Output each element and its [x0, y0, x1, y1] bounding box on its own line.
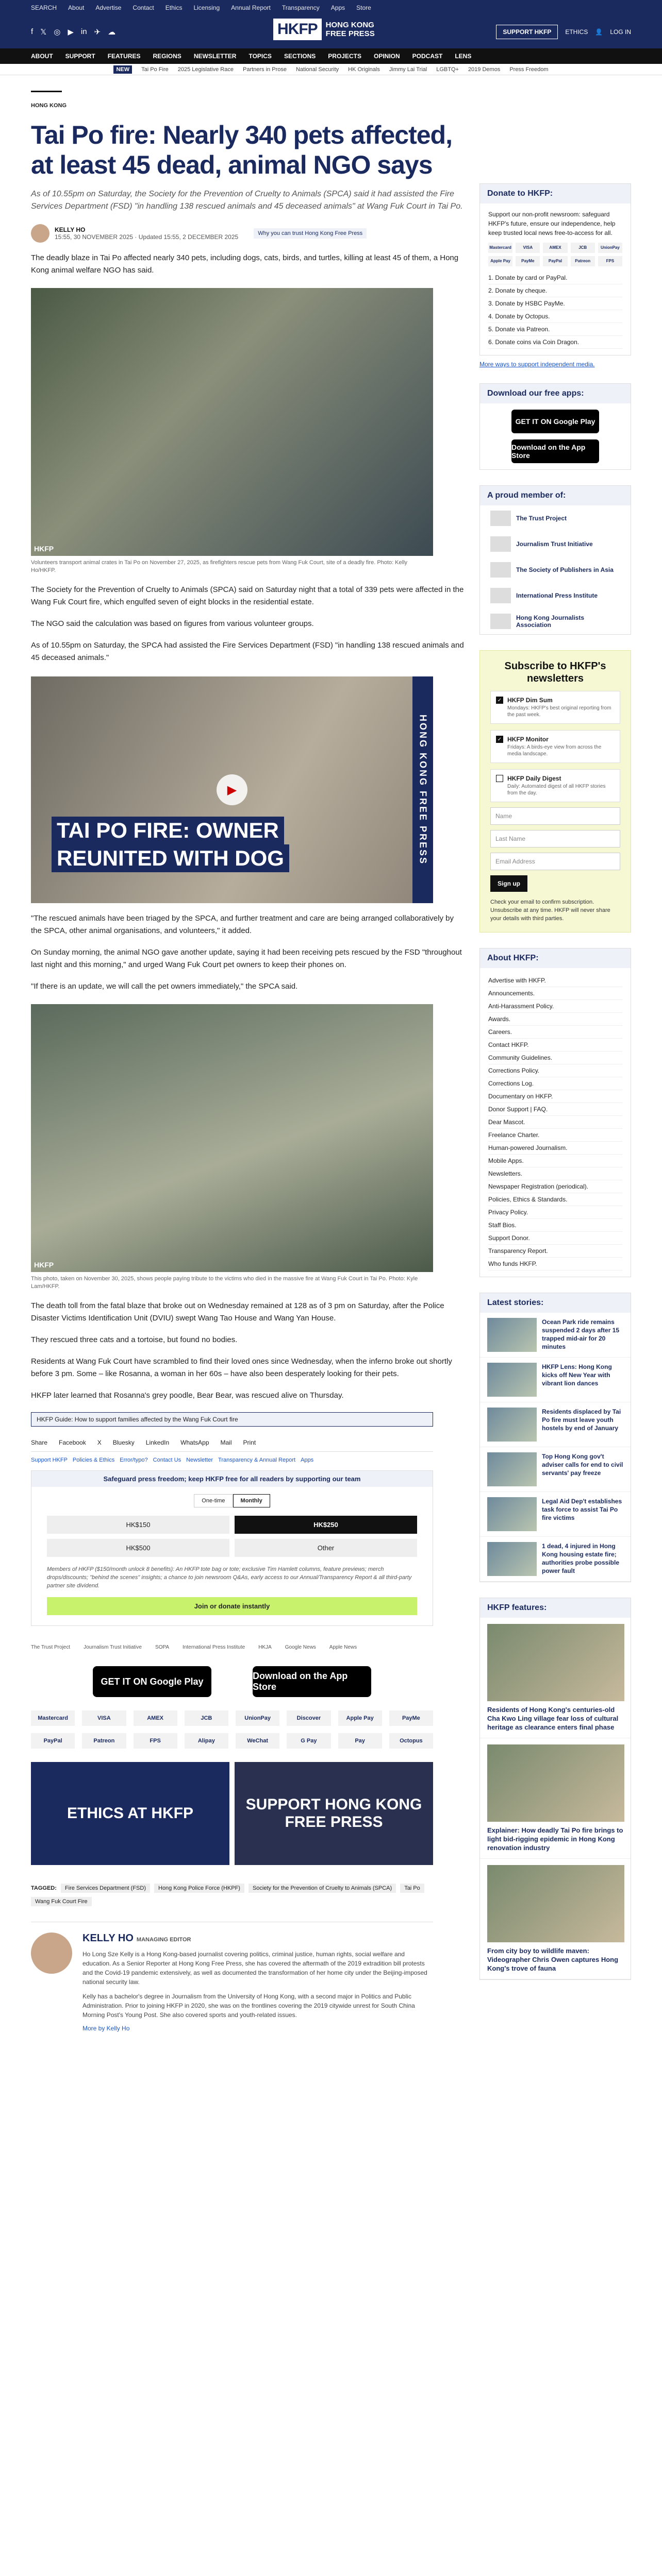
trending-link[interactable]: HK Originals: [348, 66, 380, 73]
footer-partner-logos: [31, 1641, 433, 1653]
tag[interactable]: Society for the Prevention of Cruelty to Animals (SPCA): [249, 1884, 396, 1893]
org-logo-icon: [490, 511, 511, 526]
newsletter-desc: Mondays: HKFP's best original reporting from the past week.: [507, 705, 611, 718]
nav-item[interactable]: OPINION: [373, 53, 400, 60]
org-logo-icon: [490, 614, 511, 629]
about-link[interactable]: Newspaper Registration (periodical).: [488, 1180, 622, 1193]
article-title: Tai Po fire: Nearly 340 pets affected, at least 45 dead, animal NGO says: [31, 121, 452, 179]
article-dates: 15:55, 30 NOVEMBER 2025 · Updated 15:55, 2 DECEMBER 2025: [55, 233, 239, 241]
app-store-button[interactable]: Download on the App Store: [253, 1666, 371, 1697]
partner-logo[interactable]: SOPA: [155, 1644, 170, 1650]
nav-item[interactable]: SECTIONS: [284, 53, 316, 60]
logo-mark: HKFP: [273, 19, 322, 40]
payment-logo: AMEX: [543, 243, 567, 253]
share-bluesky[interactable]: Bluesky: [112, 1439, 135, 1446]
paragraph: On Sunday morning, the animal NGO gave another update, saying it had been receiving pets rescued by the FSD "throughout last night and this morning," and urged Wang Fuk Court pet owners to keep their phones on.: [31, 948, 462, 969]
new-badge: NEW: [113, 65, 132, 74]
newsletter-note: Check your email to confirm subscription. Unsubscribe at any time. HKFP will never share your details with third parties.: [490, 899, 610, 922]
partner-logo[interactable]: International Press Institute: [183, 1644, 245, 1650]
feature-title[interactable]: Residents of Hong Kong's centuries-old Cha Kwo Ling village fear loss of cultural heritage as clearance enters final phase: [487, 1706, 619, 1731]
photo-caption: Volunteers transport animal crates in Tai Po on November 27, 2025, as firefighters rescue pets from Wang Fuk Court, site of a deadly fire. Photo: Kelly Ho/HKFP.: [31, 560, 408, 573]
payment-logo: JCB: [185, 1710, 228, 1726]
feature-image[interactable]: [487, 1744, 624, 1822]
org-logo-icon: [490, 562, 511, 578]
article-tags: [31, 1884, 433, 1906]
promo-row: [31, 1762, 433, 1865]
newsletter-name: HKFP Dim Sum: [507, 697, 553, 704]
membership-panel: [479, 485, 631, 635]
topbar-link[interactable]: SEARCH: [31, 4, 57, 11]
story-thumbnail[interactable]: [487, 1497, 537, 1531]
payment-logo: FPS: [598, 256, 622, 266]
paragraph: "The rescued animals have been triaged by the SPCA, and further treatment and care are being arranged collaboratively by the SPCA, other animal organisations, and volunteers," it added.: [31, 914, 454, 935]
member-org[interactable]: [480, 531, 631, 557]
video-title-line: REUNITED WITH DOG: [52, 844, 289, 872]
share-x[interactable]: X: [97, 1439, 102, 1446]
logo-line-1: HONG KONG: [325, 21, 374, 29]
author-box: [31, 1922, 433, 2032]
social-icons: [31, 27, 115, 37]
topbar-link[interactable]: Annual Report: [231, 4, 271, 11]
author-photo: [31, 1933, 72, 1974]
support-link[interactable]: Policies & Ethics: [72, 1457, 115, 1463]
topbar-link[interactable]: Transparency: [282, 4, 320, 11]
newsletter-option[interactable]: [490, 691, 620, 724]
masthead: [0, 15, 662, 48]
payment-logo: Apple Pay: [488, 256, 512, 266]
one-time-option[interactable]: One-time: [194, 1494, 233, 1507]
payment-logo: FPS: [134, 1733, 177, 1749]
payment-logo: PayPal: [31, 1733, 75, 1749]
paragraph: Residents at Wang Fuk Court have scrambled to find their loved ones since Wednesday, when the inferno broke out shortly before 3 pm. Some – like Rosanna, a woman in her 60s – have also been desperately looking for their pets.: [31, 1357, 452, 1378]
more-ways-link[interactable]: More ways to support independent media.: [479, 361, 595, 368]
article-photo: [31, 1004, 433, 1291]
donate-option[interactable]: 4. Donate by Octopus.: [488, 310, 622, 323]
email-field[interactable]: Email Address: [490, 853, 620, 870]
embedded-video[interactable]: [31, 676, 433, 903]
share-whatsapp[interactable]: WhatsApp: [180, 1439, 209, 1446]
newsletter-option[interactable]: [490, 730, 620, 763]
author-role: MANAGING EDITOR: [136, 1937, 191, 1943]
about-link[interactable]: Anti-Harassment Policy.: [488, 1000, 622, 1013]
payment-methods: [31, 1710, 433, 1749]
trending-link[interactable]: 2019 Demos: [468, 66, 501, 73]
last-name-field[interactable]: Last Name: [490, 830, 620, 848]
nav-item[interactable]: TOPICS: [249, 53, 272, 60]
google-play-button[interactable]: GET IT ON Google Play: [93, 1666, 211, 1697]
article-photo: [31, 288, 433, 574]
feature-item[interactable]: [480, 1738, 631, 1859]
support-link[interactable]: Support HKFP: [31, 1457, 68, 1463]
tag[interactable]: Fire Services Department (FSD): [61, 1884, 150, 1893]
story-thumbnail[interactable]: [487, 1452, 537, 1486]
payment-logo: WeChat: [236, 1733, 279, 1749]
org-logo-icon: [490, 588, 511, 603]
donate-panel: [479, 183, 631, 355]
google-play-button[interactable]: GET IT ON Google Play: [511, 410, 599, 433]
nav-item[interactable]: REGIONS: [153, 53, 181, 60]
payment-logo: UnionPay: [598, 243, 622, 253]
category-rule: [31, 91, 62, 92]
about-link[interactable]: Human-powered Journalism.: [488, 1142, 622, 1155]
user-icon[interactable]: 👤: [595, 28, 603, 36]
story-title[interactable]: Top Hong Kong gov't adviser calls for end to civil servants' pay freeze: [542, 1453, 623, 1477]
nav-item[interactable]: SUPPORT: [65, 53, 95, 60]
story-title[interactable]: 1 dead, 4 injured in Hong Kong housing estate fire; authorities probe possible power fault: [542, 1543, 620, 1574]
play-icon[interactable]: ▶: [217, 774, 247, 805]
about-link[interactable]: Community Guidelines.: [488, 1052, 622, 1064]
photo-watermark: HKFP: [34, 1261, 54, 1269]
story-title[interactable]: Legal Aid Dep't establishes task force to assist Tai Po fire victims: [542, 1498, 622, 1521]
linkedin-icon[interactable]: in: [80, 27, 87, 36]
about-link[interactable]: Corrections Log.: [488, 1077, 622, 1090]
payment-logo: AMEX: [134, 1710, 177, 1726]
donate-option[interactable]: 6. Donate coins via Coin Dragon.: [488, 336, 622, 349]
topbar-link[interactable]: Store: [356, 4, 371, 11]
donate-frequency-toggle: [31, 1494, 433, 1507]
facebook-icon[interactable]: f: [31, 27, 34, 36]
sidebar: [479, 75, 631, 1980]
paragraph: HKFP later learned that Rosanna's grey poodle, Bear Bear, was rescued alive on Thursday.: [31, 1391, 344, 1400]
amount-option[interactable]: Other: [235, 1539, 417, 1557]
story-title[interactable]: Ocean Park ride remains suspended 2 days after 15 trapped mid-air for 20 minutes: [542, 1318, 620, 1350]
member-name: International Press Institute: [516, 592, 598, 599]
about-link[interactable]: Policies, Ethics & Standards.: [488, 1193, 622, 1206]
author-box-name[interactable]: KELLY HO: [82, 1933, 134, 1944]
instagram-icon[interactable]: ◎: [54, 28, 61, 37]
author-avatar: [31, 224, 49, 243]
share-print[interactable]: Print: [243, 1439, 256, 1446]
app-download-row: [31, 1666, 433, 1697]
payment-logo: Patreon: [82, 1733, 126, 1749]
payment-logo: Discover: [287, 1710, 330, 1726]
trending-link[interactable]: Press Freedom: [509, 66, 549, 73]
trending-bar: [0, 64, 662, 75]
about-link[interactable]: Documentary on HKFP.: [488, 1090, 622, 1103]
ethics-promo[interactable]: ETHICS AT HKFP: [31, 1762, 229, 1865]
masthead-actions: [496, 25, 631, 39]
byline: [31, 224, 464, 243]
latest-stories-title: Latest stories:: [480, 1293, 631, 1313]
monthly-option[interactable]: Monthly: [233, 1494, 270, 1507]
support-link[interactable]: Error/typo?: [120, 1457, 148, 1463]
support-links: [31, 1457, 433, 1463]
paragraph: The NGO said the calculation was based on figures from various volunteer groups.: [31, 619, 314, 628]
donate-cta-button[interactable]: Join or donate instantly: [47, 1597, 417, 1615]
story-item[interactable]: [480, 1313, 631, 1358]
member-org[interactable]: [480, 608, 631, 634]
story-thumbnail[interactable]: [487, 1318, 537, 1352]
about-link[interactable]: Contact HKFP.: [488, 1039, 622, 1052]
photo-tribute: [31, 1004, 433, 1272]
topbar-link[interactable]: About: [68, 4, 85, 11]
payment-logo: Mastercard: [488, 243, 512, 253]
feature-image[interactable]: [487, 1865, 624, 1942]
member-name: The Society of Publishers in Asia: [516, 566, 614, 573]
site-logo[interactable]: [273, 19, 375, 40]
about-link[interactable]: Announcements.: [488, 987, 622, 1000]
about-link[interactable]: Mobile Apps.: [488, 1155, 622, 1167]
support-promo[interactable]: SUPPORT HONG KONG FREE PRESS: [235, 1762, 433, 1865]
hkfp-guide-link[interactable]: HKFP Guide: How to support families affected by the Wang Fuk Court fire: [31, 1412, 433, 1427]
more-by-author-link[interactable]: More by Kelly Ho: [82, 2025, 130, 2032]
member-org[interactable]: [480, 557, 631, 583]
bluesky-icon[interactable]: ☁: [108, 28, 116, 37]
donate-option[interactable]: 1. Donate by card or PayPal.: [488, 272, 622, 284]
about-panel: [479, 948, 631, 1277]
partner-logo[interactable]: Apple News: [329, 1644, 357, 1650]
apps-panel-title: Download our free apps:: [480, 384, 631, 403]
paragraph: "If there is an update, we will call the pet owners immediately," the SPCA said.: [31, 982, 298, 991]
donate-panel-text: Support our non-profit newsroom: safeguard HKFP's future, ensure our independence, help keep trusted local news free-to-access for all.: [488, 211, 616, 236]
feature-item[interactable]: [480, 1618, 631, 1738]
topbar-link[interactable]: Apps: [330, 4, 345, 11]
payment-logo: JCB: [571, 243, 595, 253]
checkbox-checked-icon[interactable]: ✓: [496, 697, 503, 704]
nav-item[interactable]: LENS: [455, 53, 472, 60]
about-link[interactable]: Staff Bios.: [488, 1219, 622, 1232]
member-org[interactable]: [480, 505, 631, 531]
about-link[interactable]: Who funds HKFP.: [488, 1258, 622, 1270]
logo-line-2: FREE PRESS: [325, 29, 375, 38]
amount-option[interactable]: HK$250: [235, 1516, 417, 1534]
telegram-icon[interactable]: ✈: [94, 28, 101, 37]
article-column: [31, 75, 464, 2032]
video-title-line: TAI PO FIRE: OWNER: [52, 817, 284, 844]
tag[interactable]: Wang Fuk Court Fire: [31, 1897, 92, 1906]
payment-logo: PayMe: [389, 1710, 433, 1726]
story-thumbnail[interactable]: [487, 1542, 537, 1576]
partner-logo[interactable]: HKJA: [258, 1644, 272, 1650]
photo-volunteers: [31, 288, 433, 556]
membership-panel-title: A proud member of:: [480, 486, 631, 505]
video-side-banner: HONG KONG FREE PRESS: [412, 676, 433, 903]
story-item[interactable]: [480, 1402, 631, 1447]
author-box-title: [82, 1933, 433, 1944]
app-store-button[interactable]: Download on the App Store: [511, 439, 599, 463]
payment-logo: Octopus: [389, 1733, 433, 1749]
tag[interactable]: Hong Kong Police Force (HKPF): [154, 1884, 244, 1893]
category-label[interactable]: HONG KONG: [31, 103, 67, 109]
share-linkedin[interactable]: LinkedIn: [145, 1439, 170, 1446]
donate-options: [488, 272, 622, 349]
tags-label: TAGGED:: [31, 1885, 57, 1891]
trending-link[interactable]: LGBTQ+: [436, 66, 459, 73]
trending-link[interactable]: 2025 Legislative Race: [177, 66, 234, 73]
nav-item[interactable]: PROJECTS: [328, 53, 361, 60]
newsletter-signup: [479, 650, 631, 933]
paragraph: The Society for the Prevention of Cruelty to Animals (SPCA) said on Saturday night that a total of 339 pets were affected in the Wang Fuk Court fire, which engulfed seven of eight blocks in the residential estate.: [31, 585, 464, 606]
nav-item[interactable]: NEWSLETTER: [193, 53, 237, 60]
partner-logo[interactable]: Google News: [285, 1644, 316, 1650]
about-link[interactable]: Support Donor.: [488, 1232, 622, 1245]
support-hkfp-button[interactable]: SUPPORT HKFP: [496, 25, 558, 39]
payment-logo: Apple Pay: [338, 1710, 382, 1726]
payment-logo: UnionPay: [236, 1710, 279, 1726]
member-name: Hong Kong Journalists Association: [516, 614, 584, 629]
newsletter-desc: Fridays: A birds-eye view from across the media landscape.: [507, 744, 602, 757]
payment-logo: Pay: [338, 1733, 382, 1749]
payment-logo: G Pay: [287, 1733, 330, 1749]
features-title: HKFP features:: [480, 1598, 631, 1618]
paragraph: The death toll from the fatal blaze that broke out on Wednesday remained at 128 as of 3 pm on Saturday, after the Police Disaster Victims Identification Unit (DVIU) swept Wang Tao House and Wang Yan House.: [31, 1301, 444, 1323]
share-bar: [31, 1439, 433, 1452]
latest-stories-panel: [479, 1293, 631, 1582]
membership-note: Members of HKFP ($150/month unlock 8 benefits): An HKFP tote bag or tote; exclusive Tim Hamlett columns, feature previews; merch drops/discounts; "behind the scenes" insights; a chance to join newsroom Q&As, early access to our Annual/Transparency Report & all third-party partner site dividend.: [47, 1566, 412, 1589]
story-item[interactable]: [480, 1492, 631, 1537]
topbar-link[interactable]: Advertise: [95, 4, 122, 11]
feature-image[interactable]: [487, 1624, 624, 1701]
tag[interactable]: Tai Po: [400, 1884, 424, 1893]
payment-logo: Patreon: [571, 256, 595, 266]
signup-button[interactable]: Sign up: [490, 875, 527, 892]
youtube-icon[interactable]: ▶: [68, 28, 74, 37]
author-name[interactable]: KELLY HO: [55, 226, 86, 233]
donate-amounts: [31, 1507, 433, 1565]
support-link[interactable]: Transparency & Annual Report: [218, 1457, 296, 1463]
topbar-link[interactable]: Ethics: [165, 4, 183, 11]
story-item[interactable]: [480, 1447, 631, 1492]
member-org[interactable]: [480, 583, 631, 608]
member-name: The Trust Project: [516, 515, 567, 522]
donate-option[interactable]: 2. Donate by cheque.: [488, 284, 622, 297]
payment-logo: VISA: [82, 1710, 126, 1726]
story-thumbnail[interactable]: [487, 1363, 537, 1397]
photo-watermark: HKFP: [34, 545, 54, 553]
checkbox-checked-icon[interactable]: ✓: [496, 736, 503, 743]
support-link[interactable]: Newsletter: [186, 1457, 213, 1463]
about-link[interactable]: Awards.: [488, 1013, 622, 1026]
story-thumbnail[interactable]: [487, 1408, 537, 1442]
donate-heading: Safeguard press freedom; keep HKFP free for all readers by supporting our team: [31, 1471, 433, 1487]
author-bio: Kelly has a bachelor's degree in Journalism from the University of Hong Kong, with a second major in Politics and Public Administration. Prior to joining HKFP in 2020, she was on the frontlines covering the 2019 citywide unrest for South China Morning Post's Young Post. She also covered sports and youth-related issues.: [82, 1993, 415, 2019]
support-link[interactable]: Contact Us: [153, 1457, 181, 1463]
about-links: [488, 974, 622, 1270]
topbar-link[interactable]: Contact: [133, 4, 154, 11]
donate-widget: [31, 1470, 433, 1626]
partner-logo[interactable]: The Trust Project: [31, 1644, 71, 1650]
about-link[interactable]: Transparency Report.: [488, 1245, 622, 1258]
amount-option[interactable]: HK$150: [47, 1516, 229, 1534]
trending-link[interactable]: Tai Po Fire: [141, 66, 169, 73]
partner-logo[interactable]: Journalism Trust Initiative: [84, 1644, 142, 1650]
about-link[interactable]: Advertise with HKFP.: [488, 974, 622, 987]
login-link[interactable]: LOG IN: [610, 28, 631, 36]
sidebar-payment-logos: [488, 243, 622, 266]
nav-item[interactable]: ABOUT: [31, 53, 53, 60]
newsletter-name: HKFP Daily Digest: [507, 775, 561, 782]
video-title: [52, 817, 289, 872]
about-link[interactable]: Corrections Policy.: [488, 1064, 622, 1077]
story-title[interactable]: Residents displaced by Tai Po fire must leave youth hostels by end of January: [542, 1408, 621, 1432]
story-item[interactable]: [480, 1537, 631, 1582]
payment-logo: PayPal: [543, 256, 567, 266]
donate-panel-title: Donate to HKFP:: [480, 184, 631, 204]
nav-item[interactable]: PODCAST: [412, 53, 443, 60]
amount-option[interactable]: HK$500: [47, 1539, 229, 1557]
trending-link[interactable]: Partners in Prose: [242, 66, 287, 73]
payment-logo: Alipay: [185, 1733, 228, 1749]
main-nav: [0, 48, 662, 64]
payment-logo: VISA: [516, 243, 540, 253]
newsletter-desc: Daily: Automated digest of all HKFP stories from the day.: [507, 784, 606, 796]
share-facebook[interactable]: Facebook: [59, 1439, 86, 1446]
payment-logo: Mastercard: [31, 1710, 75, 1726]
trending-link[interactable]: National Security: [295, 66, 339, 73]
support-link[interactable]: Apps: [301, 1457, 314, 1463]
newsletter-name: HKFP Monitor: [507, 736, 549, 743]
paragraph: They rescued three cats and a tortoise, but found no bodies.: [31, 1335, 238, 1344]
share-mail[interactable]: Mail: [220, 1439, 232, 1446]
checkbox-unchecked-icon[interactable]: [496, 775, 503, 782]
topbar-link[interactable]: Licensing: [193, 4, 220, 11]
about-link[interactable]: Dear Mascot.: [488, 1116, 622, 1129]
photo-caption: This photo, taken on November 30, 2025, shows people paying tribute to the victims who died in the massive fire at Wang Fuk Court in Tai Po. Photo: Kyle Lam/HKFP.: [31, 1276, 418, 1290]
paragraph: The deadly blaze in Tai Po affected nearly 340 pets, including dogs, cats, birds, and turtles, killing at least 45 of them, a Hong Kong animal welfare NGO has said.: [31, 253, 459, 275]
apps-panel: [479, 383, 631, 470]
about-link[interactable]: Freelance Charter.: [488, 1129, 622, 1142]
about-link[interactable]: Privacy Policy.: [488, 1206, 622, 1219]
article-lede: As of 10.55pm on Saturday, the Society for the Prevention of Cruelty to Animals (SPCA) said it had assisted the Fire Services Department (FSD) "in handling 138 rescued animals and 45 deceased animals" at Wang Fuk Court in Tai Po.: [31, 190, 463, 211]
newsletter-option[interactable]: [490, 769, 620, 802]
story-item[interactable]: [480, 1358, 631, 1402]
name-field[interactable]: Name: [490, 807, 620, 825]
features-panel: [479, 1598, 631, 1980]
org-logo-icon: [490, 536, 511, 552]
author-bio: Ho Long Sze Kelly is a Hong Kong-based journalist covering politics, criminal justice, human rights, social welfare and education. As a Senior Reporter at Hong Kong Free Press, she has covered the aftermath of the 2019 extradition bill protests and the Covid-19 pandemic extensively, as well as documented the transformation of her home city under the Beijing-imposed national security law.: [82, 1951, 427, 1986]
logo-text: [326, 21, 375, 38]
top-utility-bar: [0, 0, 662, 15]
donate-option[interactable]: 5. Donate via Patreon.: [488, 323, 622, 336]
nav-item[interactable]: FEATURES: [107, 53, 141, 60]
about-panel-title: About HKFP:: [480, 948, 631, 968]
trending-link[interactable]: Jimmy Lai Trial: [389, 66, 427, 73]
about-link[interactable]: Donor Support | FAQ.: [488, 1103, 622, 1116]
share-label: Share: [31, 1439, 48, 1446]
ethics-link[interactable]: ETHICS: [565, 28, 588, 36]
feature-item[interactable]: [480, 1859, 631, 1979]
trust-link[interactable]: Why you can trust Hong Kong Free Press: [254, 228, 367, 239]
newsletter-title: Subscribe to HKFP's newsletters: [504, 660, 606, 684]
feature-title[interactable]: From city boy to wildlife maven: Videographer Chris Owen captures Hong Kong's trove of fauna: [487, 1947, 619, 1972]
donate-option[interactable]: 3. Donate by HSBC PayMe.: [488, 297, 622, 310]
story-title[interactable]: HKFP Lens: Hong Kong kicks off New Year with vibrant lion dances: [542, 1363, 612, 1387]
about-link[interactable]: Careers.: [488, 1026, 622, 1039]
about-link[interactable]: Newsletters.: [488, 1167, 622, 1180]
feature-title[interactable]: Explainer: How deadly Tai Po fire brings to light bid-rigging epidemic in Hong Kong renovation industry: [487, 1826, 623, 1852]
member-name: Journalism Trust Initiative: [516, 540, 593, 548]
payment-logo: PayMe: [516, 256, 540, 266]
paragraph: As of 10.55pm on Saturday, the SPCA had assisted the Fire Services Department (FSD) "in handling 138 rescued animals and 45 deceased animals.": [31, 641, 464, 662]
x-icon[interactable]: 𝕏: [40, 28, 47, 37]
